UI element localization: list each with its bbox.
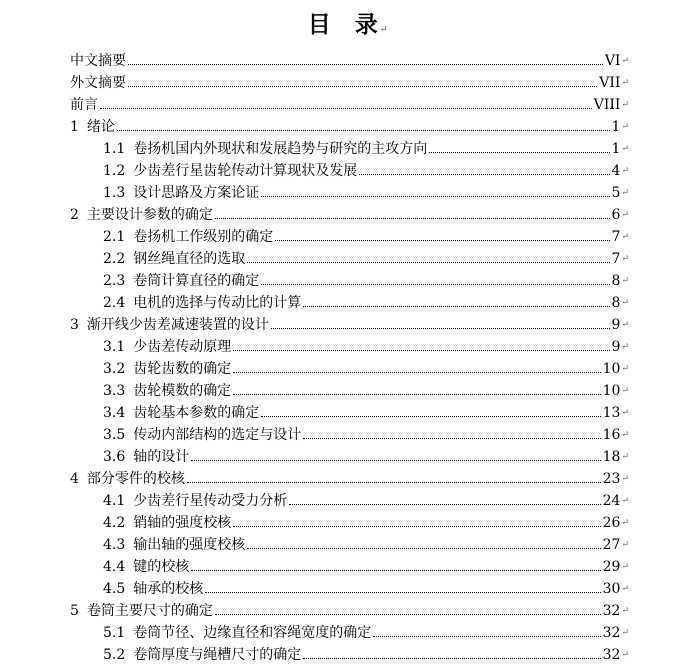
toc-section-entry[interactable] (0, 446, 697, 468)
entry-number: 3.5 (103, 427, 126, 443)
entry-page-number: 8 (611, 273, 621, 289)
entry-label: 输出轴的强度校核 (133, 537, 246, 553)
entry-page-number: 16 (602, 427, 621, 443)
paragraph-mark-icon: ↵ (621, 56, 629, 66)
entry-label: 钢丝绳直径的选取 (133, 251, 246, 267)
dot-leader (233, 394, 600, 395)
toc-section-entry[interactable] (0, 556, 697, 578)
entry-number: 4.3 (103, 537, 126, 553)
toc-chapter-entry[interactable] (0, 600, 697, 622)
paragraph-mark-icon: ↵ (621, 188, 629, 198)
dot-leader (187, 482, 601, 483)
entry-page-number: 23 (602, 471, 621, 487)
entry-page-number: 5 (611, 185, 621, 201)
dot-leader (275, 240, 609, 241)
toc-section-entry[interactable] (0, 292, 697, 314)
entry-page-number: 7 (611, 251, 621, 267)
entry-label: 齿轮齿数的确定 (133, 361, 232, 377)
entry-number: 1.3 (103, 185, 126, 201)
toc-section-entry[interactable] (0, 138, 697, 160)
entry-label: 卷筒节径、边缘直径和容绳宽度的确定 (133, 625, 372, 641)
toc-section-entry[interactable] (0, 512, 697, 534)
dot-leader (261, 416, 600, 417)
entry-label: 传动内部结构的选定与设计 (133, 427, 302, 443)
dot-leader (191, 460, 600, 461)
toc-chapter-entry[interactable] (0, 94, 697, 116)
entry-number: 2.1 (103, 229, 126, 245)
entry-label: 卷筒计算直径的确定 (133, 273, 260, 289)
paragraph-mark-icon: ↵ (621, 320, 629, 330)
dot-leader (215, 218, 610, 219)
dot-leader (429, 152, 609, 153)
entry-number: 4.2 (103, 515, 126, 531)
entry-number: 3.3 (103, 383, 126, 399)
toc-section-entry[interactable] (0, 358, 697, 380)
toc-section-entry[interactable] (0, 578, 697, 600)
dot-leader (233, 526, 600, 527)
entry-label: 卷扬机工作级别的确定 (133, 229, 274, 245)
toc-section-entry[interactable] (0, 622, 697, 644)
entry-page-number: 32 (602, 647, 621, 663)
dot-leader (205, 592, 600, 593)
dot-leader (247, 262, 609, 263)
entry-number: 2.4 (103, 295, 126, 311)
entry-label: 外文摘要 (70, 75, 126, 91)
entry-page-number: 8 (611, 295, 621, 311)
toc-chapter-entry[interactable] (0, 314, 697, 336)
toc-title (0, 6, 697, 39)
entry-number: 3 (70, 317, 79, 333)
entry-page-number: 10 (602, 361, 621, 377)
entry-number: 5.1 (103, 625, 126, 641)
dot-leader (117, 130, 610, 131)
toc-section-entry[interactable] (0, 380, 697, 402)
dot-leader (128, 64, 603, 65)
entry-label: 轴承的校核 (133, 581, 204, 597)
paragraph-mark-icon: ↵ (621, 584, 629, 594)
toc-section-entry[interactable] (0, 490, 697, 512)
dot-leader (100, 108, 592, 109)
paragraph-mark-icon: ↵ (621, 342, 629, 352)
entry-page-number: 4 (611, 163, 621, 179)
dot-leader (128, 86, 597, 87)
toc-section-entry[interactable] (0, 534, 697, 556)
entry-number: 3.6 (103, 449, 126, 465)
entry-page-number: VI (604, 53, 621, 69)
entry-page-number: 26 (602, 515, 621, 531)
paragraph-mark-icon: ↵ (621, 430, 629, 440)
paragraph-mark-icon: ↵ (621, 166, 629, 176)
paragraph-mark-icon: ↵ (621, 276, 629, 286)
paragraph-mark-icon: ↵ (621, 628, 629, 638)
toc-chapter-entry[interactable] (0, 116, 697, 138)
entry-label: 电机的选择与传动比的计算 (133, 295, 302, 311)
entry-number: 1.2 (103, 163, 126, 179)
dot-leader (289, 504, 600, 505)
entry-label: 渐开线少齿差减速装置的设计 (86, 317, 269, 333)
entry-number: 3.1 (103, 339, 126, 355)
entry-label: 少齿差行星传动受力分析 (133, 493, 288, 509)
entry-page-number: 24 (602, 493, 621, 509)
entry-page-number: 1 (611, 141, 621, 157)
toc-chapter-entry[interactable] (0, 468, 697, 490)
entry-page-number: 27 (602, 537, 621, 553)
toc-list (0, 50, 697, 666)
dot-leader (359, 174, 609, 175)
dot-leader (303, 306, 609, 307)
dot-leader (261, 284, 609, 285)
paragraph-mark-icon: ↵ (379, 25, 390, 35)
toc-section-entry[interactable] (0, 226, 697, 248)
paragraph-mark-icon: ↵ (621, 650, 629, 660)
paragraph-mark-icon: ↵ (621, 408, 629, 418)
paragraph-mark-icon: ↵ (621, 474, 629, 484)
entry-page-number: 10 (602, 383, 621, 399)
toc-chapter-entry[interactable] (0, 204, 697, 226)
dot-leader (271, 328, 610, 329)
entry-label: 部分零件的校核 (86, 471, 185, 487)
entry-number: 3.2 (103, 361, 126, 377)
dot-leader (303, 438, 600, 439)
entry-page-number: 29 (602, 559, 621, 575)
entry-label: 卷筒厚度与绳槽尺寸的确定 (133, 647, 302, 663)
paragraph-mark-icon: ↵ (621, 210, 629, 220)
dot-leader (303, 658, 600, 659)
entry-page-number: 6 (611, 207, 621, 223)
entry-label: 少齿差行星齿轮传动计算现状及发展 (133, 163, 358, 179)
toc-section-entry[interactable] (0, 424, 697, 446)
entry-label: 绪论 (86, 119, 115, 135)
entry-page-number: 13 (602, 405, 621, 421)
toc-section-entry[interactable] (0, 160, 697, 182)
entry-number: 5.2 (103, 647, 126, 663)
paragraph-mark-icon: ↵ (621, 496, 629, 506)
paragraph-mark-icon: ↵ (621, 606, 629, 616)
entry-number: 4.1 (103, 493, 126, 509)
paragraph-mark-icon: ↵ (621, 562, 629, 572)
entry-page-number: VIII (593, 97, 621, 113)
entry-label: 卷筒主要尺寸的确定 (86, 603, 213, 619)
title-char-2: 录 (354, 11, 380, 38)
entry-number: 2.2 (103, 251, 126, 267)
entry-page-number: 9 (611, 317, 621, 333)
paragraph-mark-icon: ↵ (621, 452, 629, 462)
entry-number: 2.3 (103, 273, 126, 289)
toc-section-entry[interactable] (0, 336, 697, 358)
entry-label: 齿轮模数的确定 (133, 383, 232, 399)
entry-page-number: 7 (611, 229, 621, 245)
paragraph-mark-icon: ↵ (621, 518, 629, 528)
entry-page-number: 32 (602, 625, 621, 641)
entry-page-number: 32 (602, 603, 621, 619)
entry-number: 3.4 (103, 405, 126, 421)
entry-page-number: 9 (611, 339, 621, 355)
entry-page-number: VII (599, 75, 621, 91)
entry-number: 4 (70, 471, 79, 487)
paragraph-mark-icon: ↵ (621, 540, 629, 550)
toc-chapter-entry[interactable] (0, 72, 697, 94)
entry-number: 1 (70, 119, 79, 135)
entry-label: 齿轮基本参数的确定 (133, 405, 260, 421)
dot-leader (191, 570, 600, 571)
paragraph-mark-icon: ↵ (621, 78, 629, 88)
entry-label: 轴的设计 (133, 449, 190, 465)
entry-label: 设计思路及方案论证 (133, 185, 260, 201)
toc-chapter-entry[interactable] (0, 50, 697, 72)
entry-label: 主要设计参数的确定 (86, 207, 213, 223)
paragraph-mark-icon: ↵ (621, 232, 629, 242)
dot-leader (233, 350, 609, 351)
entry-number: 1.1 (103, 141, 126, 157)
entry-label: 键的校核 (133, 559, 190, 575)
dot-leader (215, 614, 601, 615)
entry-label: 卷扬机国内外现状和发展趋势与研究的主攻方向 (133, 141, 428, 157)
paragraph-mark-icon: ↵ (621, 122, 629, 132)
entry-label: 前言 (70, 97, 98, 113)
entry-label: 中文摘要 (70, 53, 126, 69)
paragraph-mark-icon: ↵ (621, 386, 629, 396)
entry-label: 销轴的强度校核 (133, 515, 232, 531)
toc-section-entry[interactable] (0, 248, 697, 270)
dot-leader (261, 196, 609, 197)
entry-page-number: 1 (611, 119, 621, 135)
toc-section-entry[interactable] (0, 402, 697, 424)
paragraph-mark-icon: ↵ (621, 100, 629, 110)
entry-number: 5 (70, 603, 79, 619)
entry-number: 2 (70, 207, 79, 223)
dot-leader (373, 636, 600, 637)
toc-section-entry[interactable] (0, 182, 697, 204)
entry-number: 4.5 (103, 581, 126, 597)
paragraph-mark-icon: ↵ (621, 364, 629, 374)
paragraph-mark-icon: ↵ (621, 298, 629, 308)
entry-number: 4.4 (103, 559, 126, 575)
dot-leader (233, 372, 600, 373)
entry-page-number: 18 (602, 449, 621, 465)
paragraph-mark-icon: ↵ (621, 144, 629, 154)
toc-section-entry[interactable] (0, 270, 697, 292)
title-char-1: 目 (307, 11, 333, 38)
paragraph-mark-icon: ↵ (621, 254, 629, 264)
entry-page-number: 30 (602, 581, 621, 597)
entry-label: 少齿差传动原理 (133, 339, 232, 355)
dot-leader (247, 548, 600, 549)
